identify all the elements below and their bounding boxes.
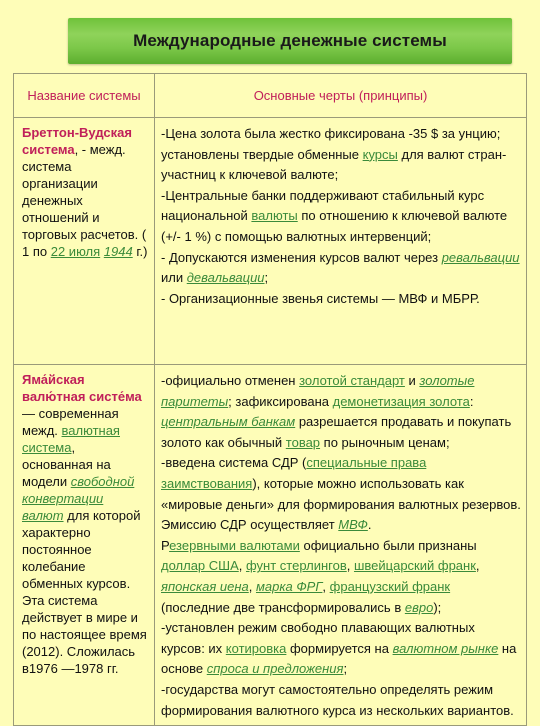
- link-free-conversion[interactable]: свободной конвертации валют: [22, 474, 135, 523]
- link-reserve-currencies[interactable]: езервными валютами: [169, 537, 300, 553]
- text: - Допускаются изменения курсов валют через: [161, 249, 442, 265]
- link-dem[interactable]: марка ФРГ: [255, 578, 323, 594]
- text: ), которые можно использовать как «мировые деньги» для формирования валютных резервов. Эмиссию СДР осуществляет: [161, 475, 521, 533]
- text: -введена система СДР (: [161, 455, 307, 471]
- link-currency[interactable]: валюты: [251, 208, 298, 224]
- text: ,: [238, 558, 246, 574]
- link-chf[interactable]: швейцарский франк: [353, 558, 476, 574]
- text: по отношению к ключевой валюте (+/- 1 %) с помощью валютных интервенций;: [161, 208, 508, 244]
- text: -официально отменен: [161, 373, 300, 388]
- link-usd[interactable]: доллар США: [161, 558, 239, 574]
- link-imf[interactable]: МВФ: [338, 517, 368, 533]
- text: );: [433, 599, 442, 615]
- text: Р: [161, 537, 170, 553]
- link-year[interactable]: 1944: [103, 244, 133, 259]
- link-sdr[interactable]: специальные права заимствования: [161, 455, 427, 491]
- link-gold-standard[interactable]: золотой стандарт: [299, 373, 405, 388]
- text: -Цена золота была жестко фиксирована -35 $ за унцию; установлены твердые обменные: [161, 126, 501, 162]
- text: (последние две трансформировались в: [161, 599, 405, 615]
- table-row: [14, 118, 527, 365]
- text: по рыночным ценам;: [320, 434, 450, 450]
- link-quotation[interactable]: котировка: [225, 640, 287, 656]
- text: ,: [475, 558, 480, 574]
- text: :: [469, 393, 474, 409]
- row1-features-cell: [155, 118, 527, 365]
- text: .: [367, 517, 372, 533]
- text: ; зафиксирована: [228, 393, 333, 409]
- text: ,: [346, 558, 354, 574]
- link-supply-demand[interactable]: спроса и предложения: [206, 661, 344, 677]
- table-header-row: [14, 74, 527, 118]
- text: -Центральные банки поддерживают стабильный курс национальной: [161, 187, 485, 224]
- text: ,: [322, 578, 330, 594]
- text: -установлен режим свободно плавающих валютных курсов: их: [161, 620, 475, 656]
- link-demonetization[interactable]: демонетизация золота: [332, 393, 470, 409]
- header-name: Название системы: [14, 74, 155, 118]
- system-name: Бреттон-Вудская система: [22, 125, 132, 157]
- table-row: [14, 365, 527, 726]
- systems-table: [13, 73, 527, 726]
- text: разрешается продавать и покупать золото как обычный: [161, 414, 512, 450]
- link-frf[interactable]: французский франк: [329, 578, 451, 594]
- system-name: Яма́йская валю́тная систе́ма: [22, 372, 142, 404]
- system-desc: , основанная на модели: [22, 440, 111, 489]
- text: ,: [248, 578, 256, 594]
- system-desc: — современная межд.: [22, 406, 119, 438]
- link-goods[interactable]: товар: [285, 434, 321, 450]
- system-desc-end: г.): [132, 244, 148, 259]
- link-revaluation[interactable]: ревальвации: [441, 249, 520, 265]
- text: ;: [264, 270, 269, 286]
- page-title: Международные денежные системы: [133, 31, 447, 50]
- link-gbp[interactable]: фунт стерлингов: [245, 558, 347, 574]
- title-bar: [68, 18, 512, 64]
- link-euro[interactable]: евро: [404, 599, 434, 615]
- text: или: [161, 270, 187, 286]
- link-jpy[interactable]: японская иена: [161, 578, 249, 594]
- text: для валют стран-участниц к ключевой валюте;: [161, 146, 507, 183]
- link-date[interactable]: 22 июля: [50, 244, 101, 259]
- row1-name-cell: [14, 118, 155, 365]
- row2-name-cell: [14, 365, 155, 726]
- text: ;: [343, 661, 348, 677]
- text: формируется на: [286, 640, 393, 656]
- link-currency-system[interactable]: валютная система: [22, 423, 120, 455]
- row2-features-cell: [155, 365, 527, 726]
- text: - Организационные звенья системы — МВФ и МБРР.: [161, 290, 480, 306]
- link-devaluation[interactable]: девальвации: [186, 270, 265, 286]
- text: официально были признаны: [299, 537, 477, 553]
- link-central-banks[interactable]: центральным банкам: [161, 414, 296, 430]
- text: на основе: [161, 640, 517, 677]
- header-features: Основные черты (принципы): [155, 74, 527, 118]
- text: -государства могут самостоятельно определять режим формирования валютного курса из нескольких вариантов.: [161, 681, 514, 718]
- text: и: [404, 373, 420, 388]
- system-desc: для которой характерно постоянное колебание обменных курсов. Эта система действует в мире и по настоящее время (2012). Сложилась в1976 —1978 гг.: [22, 508, 147, 676]
- link-rates[interactable]: курсы: [362, 146, 398, 162]
- system-desc: , - межд. система организации денежных отношений и торговых расчетов. ( 1 по: [22, 142, 147, 259]
- link-currency-market[interactable]: валютном рынке: [392, 640, 499, 656]
- link-gold-parities[interactable]: золотые паритеты: [161, 373, 475, 409]
